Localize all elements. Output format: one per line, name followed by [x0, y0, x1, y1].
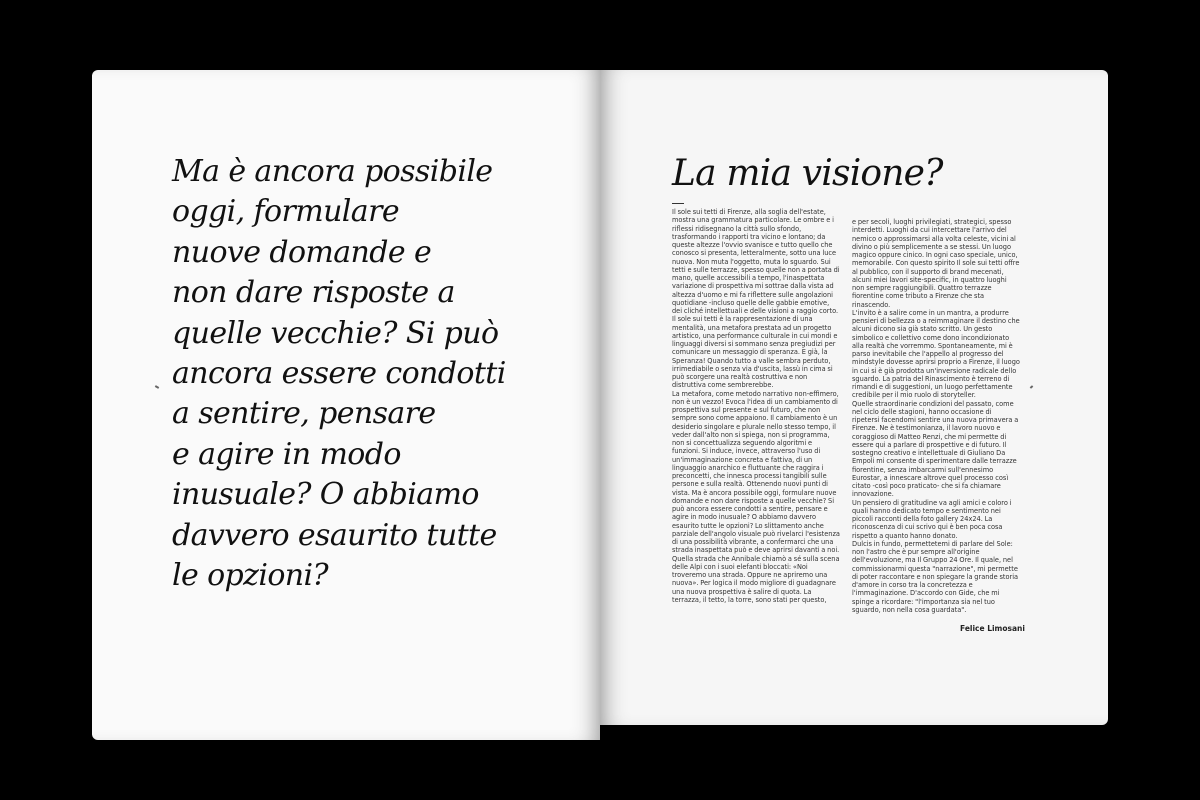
pull-quote: Ma è ancora possibile oggi, formulare nuove domande e non dare risposte a quelle vecchie? Si può ancora essere condotti a sentire, pensare e agire in modo inusuale? O abbiamo davvero esaurito tutte le opzioni?: [172, 154, 506, 594]
body-column-right: [852, 218, 1020, 614]
body-text: Il sole sui tetti di Firenze, alla soglia dell'estate, mostra una grammatura particolare. Le ombre e i riflessi ridisegnano la città sullo sfondo, trasformando i rapporti tra vicino e lontano; da queste altezze l'ovvio svanisce e tutto quello che conosco si presenta, letteralmente, sotto una luce nuova. Non muta l'oggetto, muta lo sguardo. Sui tetti e sulle terrazze, spesso quelle non a portata di mano, quelle accessibili a tempo, l'inaspettata variazione di prospettiva mi sottrae dalla vista ad altezza d'uomo e mi fa riflettere sulle angolazioni quotidiane -incluso quelle delle gabbie emotive, dei cliché intellettuali e delle visioni a raggio corto. Il sole sui tetti è la rappresentazione di una mentalità, una metafora prestata ad un progetto artistico, una performance culturale in cui mondi e linguaggi diversi si sommano senza pregiudizi per comunicare un messaggio di speranza. E già, la Speranza! Quando tutto a valle sembra perduto, irrimediabile o senza via d'uscita, lassù in cima si può scorgere una realtà costruttiva e non distruttiva come sembrerebbe. La metafora, come metodo narrativo non-effimero, non è un vezzo! Evoca l'idea di un cambiamento di prospettiva sul presente e sul futuro, che non sempre sono come appaiono. Il cambiamento è un desiderio singolare e plurale nello stesso tempo, il veder dall'alto non si spiega, non si programma, non si concettualizza seguendo algoritmi e funzioni. Si induce, invece, attraverso l'uso di un'immaginazione concreta e fattiva, di un linguaggio anarchico e fluttuante che raggira i preconcetti, che innesca processi tangibili sulle persone e sulla realtà. Ottenendo nuovi punti di vista. Ma è ancora possibile oggi, formulare nuove domande e non dare risposte a quelle vecchie? Si può ancora essere condotti a sentire, pensare e agire in modo inusuale? O abbiamo davvero esaurito tutte le opzioni? Lo slittamento anche parziale dell'angolo visuale può rivelarci l'esistenza di una possibilità vibrante, a confermarci che una strada inaspettata può e deve aprirsi davanti a noi. Quella strada che Annibale chiamò a sé sulla scena delle Alpi con i suoi elefanti bloccati: «Noi troveremo una strada. Oppure ne apriremo una nuova». Per logica il modo migliore di guadagnare una nuova prospettiva è salire di quota. La terrazza, il tetto, la torre, sono stati per questo,: [672, 208, 840, 604]
body-column-left: [672, 208, 840, 604]
article-title: La mia visione?: [672, 153, 943, 194]
title-rule: [672, 203, 684, 204]
author-signature: Felice Limosani: [960, 624, 1025, 633]
body-text: e per secoli, luoghi privilegiati, strategici, spesso interdetti. Luoghi da cui intercettare l'arrivo del nemico o approssimarsi alla volta celeste, vicini al divino o più semplicemente a se stessi. Un luogo magico oppure cinico. In ogni caso speciale, unico, memorabile. Con questo spirito Il sole sui tetti offre al pubblico, con il supporto di brand mecenati, alcuni miei lavori site-specific, in quattro luoghi non sempre raggiungibili. Quattro terrazze fiorentine come tributo a Firenze che sta rinascendo. L'invito è a salire come in un mantra, a produrre pensieri di bellezza o a reimmaginare il destino che alcuni dicono sia già stato scritto. Un gesto simbolico e collettivo come dono incondizionato alla realtà che vorremmo. Spontaneamente, mi è parso inevitabile che l'appello al progresso del mindstyle dovesse aprirsi proprio a Firenze, il luogo in cui si è già prodotta un'inversione radicale dello sguardo. La patria del Rinascimento è terreno di rimandi e di suggestioni, un luogo perfettamente credibile per il mio ruolo di storyteller. Quelle straordinarie condizioni del passato, come nel ciclo delle stagioni, hanno occasione di ripetersi facendomi sentire una nuova primavera a Firenze. Ne è testimonianza, il lavoro nuovo e coraggioso di Matteo Renzi, che mi permette di essere qui a parlare di prospettive e di futuro. Il sostegno creativo e intellettuale di Giuliano Da Empoli mi consente di sperimentare dalle terrazze fiorentine, senza imbarcarmi sull'ennesimo Eurostar, a innescare altrove quel processo così citato -così poco praticato- che si fa chiamare innovazione. Un pensiero di gratitudine va agli amici e coloro i quali hanno dedicato tempo e sentimento nei piccoli racconti della foto gallery 24x24. La riconoscenza di cui scrivo qui è ben poca cosa rispetto a quanto hanno donato. Dulcis in fundo, permettetemi di parlare del Sole: non l'astro che è pur sempre all'origine dell'evoluzione, ma Il Gruppo 24 Ore. Il quale, nel commissionarmi questa "narrazione", mi permette di poter raccontare e non spiegare la grande storia d'amore in corso tra la concretezza e l'immaginazione. D'accordo con Gide, che mi spinge a ricordare: "l'importanza sia nel tuo sguardo, non nella cosa guardata".: [852, 218, 1020, 614]
